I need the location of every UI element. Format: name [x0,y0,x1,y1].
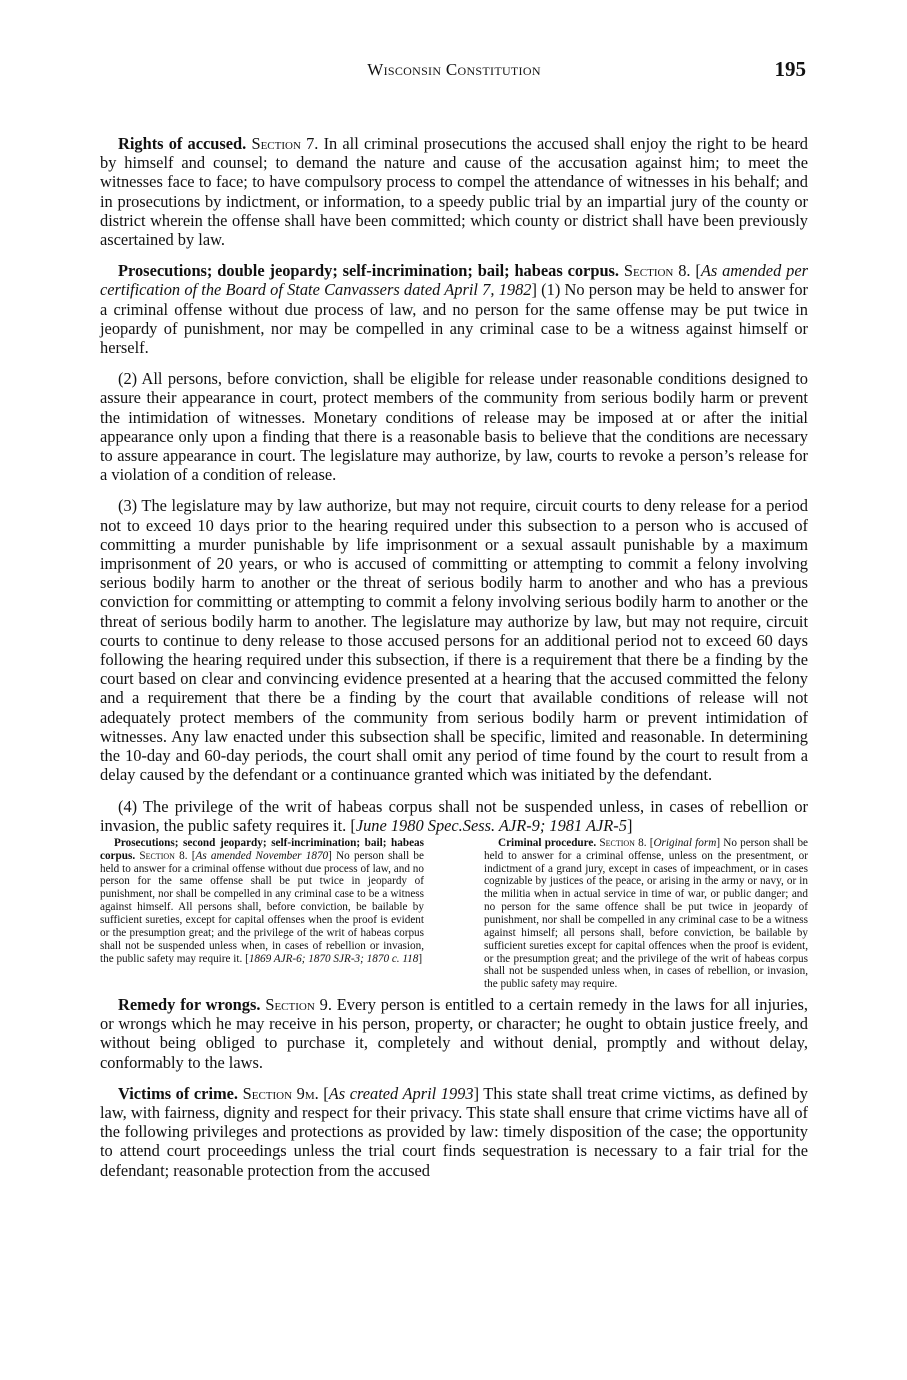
section-9m-text: This state shall treat crime victims, as defined by law, with fairness, dignity and respect for their privacy. This state shall ensure that crime victims have all of the following privileges and protections as provided by law: timely disposition of the case; the opportunity to attend court proceedings unless the trial court finds sequestration is necessary to a fair trial for the defendant; reasonable protection from the accused [100,1083,808,1180]
historical-note-right [484,837,808,991]
historical-notes [100,837,808,991]
note-right-label: Section 8. [599,836,647,849]
section-8-p1-text: (1) No person may be held to answer for a criminal offense without due process of law, and no person for the same offense may be put twice in jeopardy of punishment, nor may be compelled in any criminal case to be a witness against himself or herself. [100,280,808,358]
section-8-p4-hist-close: ] [626,815,633,835]
section-7-label: Section 7. [251,134,319,153]
page-header [100,57,808,90]
section-9-heading: Remedy for wrongs. [118,995,261,1015]
note-left-hist-open: [ [245,952,249,965]
section-8-p4-history: June 1980 Spec.Sess. AJR-9; 1981 AJR-5 [355,815,627,835]
section-8-paragraph-2: (2) All persons, before conviction, shall be eligible for release under reasonable conditions designed to assure their appearance in court, protect members of the community from serious bodily harm or prevent the intimidation of witnesses. Monetary conditions of release may be imposed at or after the initial appearance only upon a finding that there is a reasonable basis to believe that the conditions are necessary to assure appearance in court. The legislature may authorize, by law, courts to revoke a person’s release for a violation of a condition of release. [100,369,808,485]
page-body [100,134,808,1192]
note-left-bracket-close: ] [328,849,332,862]
section-7-paragraph [100,134,808,249]
section-9m-heading: Victims of crime. [118,1083,239,1103]
section-8-p4-text: (4) The privilege of the writ of habeas corpus shall not be suspended unless, in cases of rebellion or invasion, the public safety requires it. [100,796,808,835]
note-right-heading: Criminal procedure. [498,836,597,849]
section-8-heading: Prosecutions; double jeopardy; self-incrimination; bail; habeas corpus. [118,261,620,281]
section-9m-bracket-open: [ [318,1083,329,1103]
note-right-bracket-close: ] [716,836,721,849]
section-9-label: Section 9. [265,995,332,1015]
section-7-text: In all criminal prosecutions the accused shall enjoy the right to be heard by himself and counsel; to demand the nature and cause of the accusation against him; to meet the witnesses face to face; to have compulsory process to compel the attendance of witnesses in his behalf; and in prosecutions by indictment, or information, to a speedy public trial by an impartial jury of the county or district wherein the offense shall have been committed; which county or district shall have been previously ascertained by law. [100,134,809,250]
section-8-label: Section 8. [623,261,691,281]
section-9m-bracket-close: ] [473,1083,480,1103]
note-left-amend-note: As amended November 1870 [195,849,329,862]
section-8-bracket-close: ] [531,280,537,300]
note-right-amend-note: Original form [653,836,717,849]
running-title: Wisconsin Constitution [367,60,541,79]
page-number: 195 [774,57,806,81]
note-left-bracket-open: [ [187,849,196,862]
note-left-heading: Prosecutions; second jeopardy; self-incrimination; bail; habeas corpus. [100,836,424,862]
note-left-text: No person shall be held to answer for a criminal offense without due process of law, and no person for the same offense shall be put twice in jeopardy of punishment, nor shall be compelled in any criminal case to be a witness against himself. All persons shall, before conviction, be bailable by sufficient sureties, except for capital offenses when the proof is evident or the presumption great; and the privilege of the writ of habeas corpus shall not be suspended unless when, in cases of rebellion or invasion, the public safety may require it. [100,849,424,965]
section-8-p4-hist-open: [ [350,815,356,835]
note-right-bracket-open: [ [646,836,654,849]
section-8-paragraph-1 [100,261,808,357]
section-9-paragraph [100,995,808,1072]
note-left-history: 1869 AJR-6; 1870 SJR-3; 1870 c. 118 [248,952,419,965]
section-8-paragraph-4 [100,797,808,835]
note-right-text: No person shall be held to answer for a criminal offense, unless on the presentment, or indictment of a grand jury, except in cases of impeachment, or in cases cognizable by justices of the peace, or arising in the army or navy, or in the militia when in actual service in time of war, or public danger; and no person for the same offence shall be put twice in jeopardy of punishment, nor shall be compelled in any criminal case to be a witness against himself; all persons shall, before conviction, be bailable by sufficient sureties except for capital offences when the proof is evident, or the presumption great; and the privilege of the writ of habeas corpus shall not be suspended unless when, in cases of rebellion, or invasion, the public safety may require. [484,836,809,991]
section-9-text: Every person is entitled to a certain remedy in the laws for all injuries, or wrongs which he may receive in his person, property, or character; he ought to obtain justice freely, and without being obliged to purchase it, completely and without denial, promptly and without delay, conformably to the laws. [100,995,809,1072]
historical-note-left [100,837,424,991]
note-left-hist-close: ] [418,952,423,965]
section-8-bracket-open: [ [690,261,701,281]
section-9m-paragraph [100,1084,808,1180]
section-8-amend-note: As amended per certification of the Board of State Canvassers dated April 7, 1982 [100,261,808,300]
section-8-paragraph-3: (3) The legislature may by law authorize, but may not require, circuit courts to deny release for a period not to exceed 10 days prior to the hearing required under this subsection to a person who is accused of committing a murder punishable by life imprisonment or a sexual assault punishable by a maximum imprisonment of 20 years, or who is accused of committing or attempting to commit a felony involving serious bodily harm to another or the threat of serious bodily harm to another and who has a previous conviction for committing or attempting to commit a felony involving serious bodily harm to another or the threat of serious bodily harm to another. The legislature may authorize by law, but may not require, circuit courts to continue to deny release to those accused persons for an additional period not to exceed 60 days following the hearing required under this subsection, if there is a requirement that there be a finding by the court based on clear and convincing evidence presented at a hearing that the accused committed the felony and a requirement that there be a finding by the court that available conditions of release will not adequately protect members of the community from serious bodily harm or prevent intimidation of witnesses. Any law enacted under this subsection shall be specific, limited and reasonable. In determining the 10-day and 60-day periods, the court shall omit any period of time found by the court to result from a delay caused by the defendant or a continuance granted which was initiated by the defendant. [100,496,808,785]
note-left-label: Section 8. [139,849,188,862]
section-7-heading: Rights of accused. [118,134,247,153]
section-9m-label: Section 9m. [242,1083,319,1103]
section-9m-amend-note: As created April 1993 [328,1083,474,1103]
